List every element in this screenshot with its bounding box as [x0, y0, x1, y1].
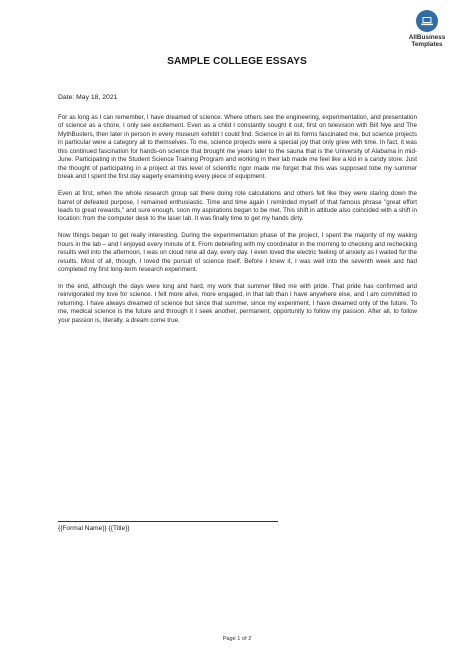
essay-paragraph-3: Now things began to get really interesting. During the experimentation phase of the project, I spent the majority of my waking hours in the lab – and I enjoyed every minute of it. From debriefing with my coordinator in the morning to checking and rechecking results well into the afternoon, I was on cloud nine all day, every day. I even loved the electric feeling of anxiety as I waited for the results. Most of all, though, I loved the pursuit of science itself. Before I knew it, I was well into the seventh week and had completed my first long-term research experiment.: [58, 232, 417, 274]
document-title: SAMPLE COLLEGE ESSAYS: [167, 56, 307, 67]
essay-paragraph-4: In the end, although the days were long and hard, my work that summer filled me with pride. That pride has confirmed and reinvigorated my love for science. I felt more alive, more engaged, in that lab than I have anywhere else, and I am committed to returning. I have always dreamed of science but since that summer, since my experiment, I have dreamed only of the future. To me, medical science is the future and through it I seek another, permanent, opportunity to follow my passion. After all, to follow your passion is, literally, a dream come true.: [58, 283, 417, 324]
essay-body: [58, 114, 417, 334]
essay-paragraph-1: For as long as I can remember, I have dreamed of science. Where others see the engineering, experimentation, and presentation of science as a chore, I only see excitement. Even as a child I constantly sought it out, first on television with Bill Nye and The MythBusters, then later in person in every museum exhibit I could find. Science in all its forms fascinated me, but science projects in particular were a category all to themselves. To me, science projects were a special joy that only grew with time. In fact, it was this continued fascination for hands-on science that brought me years later to the sauna that is the University of Alabama in mid-June. Participating in the Student Science Training Program and working in their lab made me feel like a kid in a candy store. Just the thought of participating in a project at this level of scientific rigor made me forget that this was supposed tobe my summer break and I spent the first day eagerly examining every piece of equipment.: [58, 114, 417, 181]
document-date: Date: May 18, 2021: [58, 94, 118, 101]
essay-paragraph-2: Even at first, when the whole research group sat there doing rote calculations and others felt like they were staring down the barrel of defeated purpose, I remained enthusiastic. Time and time again I reminded myself of that famous phrase "great effort leads to great rewards," and sure enough, soon my aspirations began to be met. This shift in attitude also coincided with a shift in location: from the computer desk to the laser lab. It was finally time to get my hands dirty.: [58, 190, 417, 223]
laptop-icon: [416, 10, 438, 32]
signature-placeholder: {{Formal Name}} {{Title}}: [58, 525, 130, 532]
page-number: Page 1 of 2: [222, 636, 252, 642]
signature-line: [58, 521, 278, 522]
logo-text-line2: Templates: [411, 41, 443, 49]
logo-text-line1: AllBusiness: [408, 34, 446, 41]
company-logo: [392, 10, 462, 49]
